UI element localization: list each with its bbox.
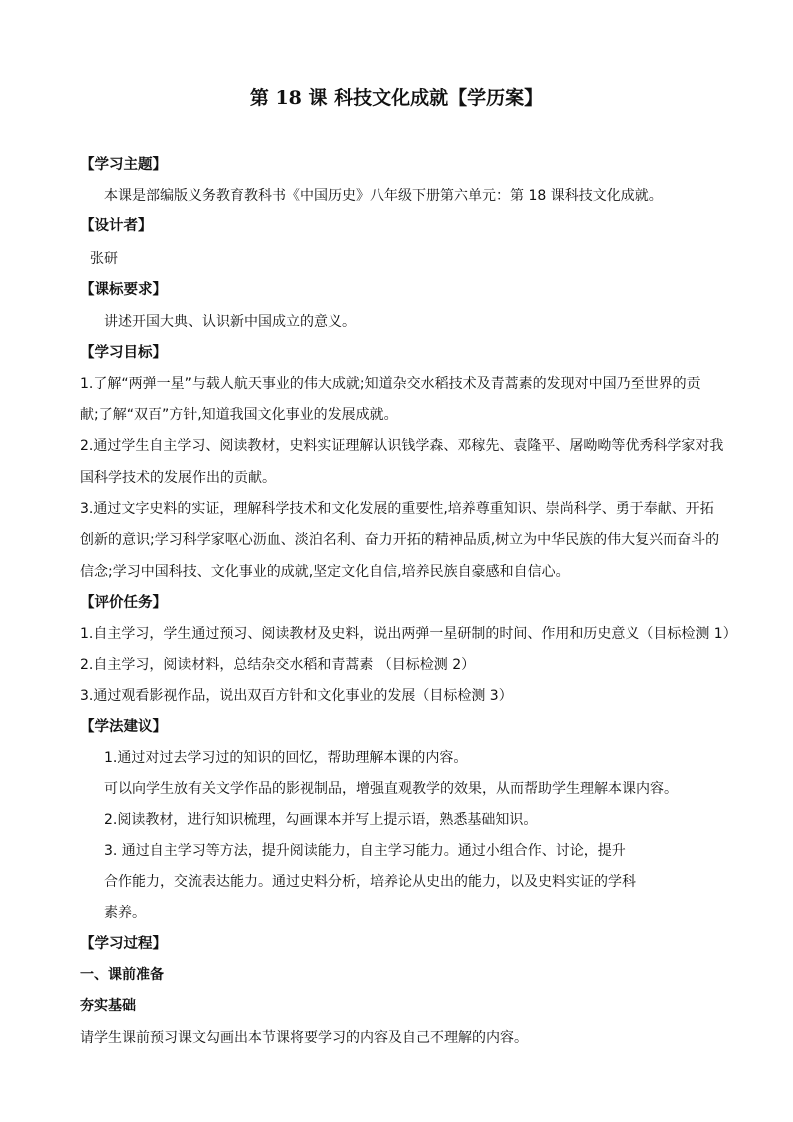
designer-name: 张研 bbox=[90, 251, 118, 267]
goals-line: 信念;学习中国科技、文化事业的成就,坚定文化自信,培养民族自豪感和自信心。 bbox=[80, 564, 570, 580]
standard-text: 讲述开国大典、认识新中国成立的意义。 bbox=[104, 314, 356, 330]
standard-heading: 【课标要求】 bbox=[80, 282, 167, 298]
theme-heading: 【学习主题】 bbox=[80, 157, 167, 173]
process-part1: 一、课前准备 bbox=[80, 967, 164, 983]
methods-line: 3. 通过自主学习等方法，提升阅读能力，自主学习能力。通过小组合作、讨论，提升 bbox=[104, 843, 626, 859]
methods-heading: 【学法建议】 bbox=[80, 719, 167, 735]
goals-line: 献;了解“双百”方针,知道我国文化事业的发展成就。 bbox=[80, 407, 398, 423]
methods-line: 可以向学生放有关文学作品的影视制品，增强直观教学的效果，从而帮助学生理解本课内容。 bbox=[104, 781, 678, 797]
tasks-line: 2.自主学习，阅读材料，总结杂交水稻和青蒿素 （目标检测 2） bbox=[80, 657, 476, 673]
methods-line: 合作能力，交流表达能力。通过史料分析，培养论从史出的能力，以及史料实证的学科 bbox=[104, 874, 636, 890]
tasks-line: 1.自主学习，学生通过预习、阅读教材及史料，说出两弹一星研制的时间、作用和历史意义（目标检测 1） bbox=[80, 626, 737, 642]
process-part1-sub: 夯实基础 bbox=[80, 998, 136, 1014]
goals-line: 3.通过文字史料的实证，理解科学技术和文化发展的重要性,培养尊重知识、崇尚科学、勇于奉献、开拓 bbox=[80, 501, 714, 517]
goals-line: 创新的意识;学习科学家呕心沥血、淡泊名利、奋力开拓的精神品质,树立为中华民族的伟大复兴而奋斗的 bbox=[80, 532, 720, 548]
methods-line: 2.阅读教材，进行知识梳理，勾画课本并写上提示语，熟悉基础知识。 bbox=[104, 812, 538, 828]
methods-line: 1.通过对过去学习过的知识的回忆，帮助理解本课的内容。 bbox=[104, 750, 468, 766]
theme-text: 本课是部编版义务教育教科书《中国历史》八年级下册第六单元：第 18 课科技文化成就。 bbox=[104, 188, 663, 204]
tasks-line: 3.通过观看影视作品，说出双百方针和文化事业的发展（目标检测 3） bbox=[80, 688, 513, 704]
tasks-heading: 【评价任务】 bbox=[80, 595, 167, 611]
designer-heading: 【设计者】 bbox=[80, 218, 153, 234]
goals-line: 国科学技术的发展作出的贡献。 bbox=[80, 470, 276, 486]
goals-line: 1.了解“两弹一星”与载人航天事业的伟大成就;知道杂交水稻技术及青蒿素的发现对中国乃至世界的贡 bbox=[80, 376, 701, 392]
document-title: 第 18 课 科技文化成就【学历案】 bbox=[249, 87, 544, 109]
goals-heading: 【学习目标】 bbox=[80, 345, 167, 361]
methods-line: 素养。 bbox=[104, 905, 146, 921]
process-part1-text: 请学生课前预习课文勾画出本节课将要学习的内容及自己不理解的内容。 bbox=[80, 1030, 528, 1046]
goals-line: 2.通过学生自主学习、阅读教材，史料实证理解认识钱学森、邓稼先、袁隆平、屠呦呦等优秀科学家对我 bbox=[80, 438, 724, 454]
process-heading: 【学习过程】 bbox=[80, 936, 167, 952]
